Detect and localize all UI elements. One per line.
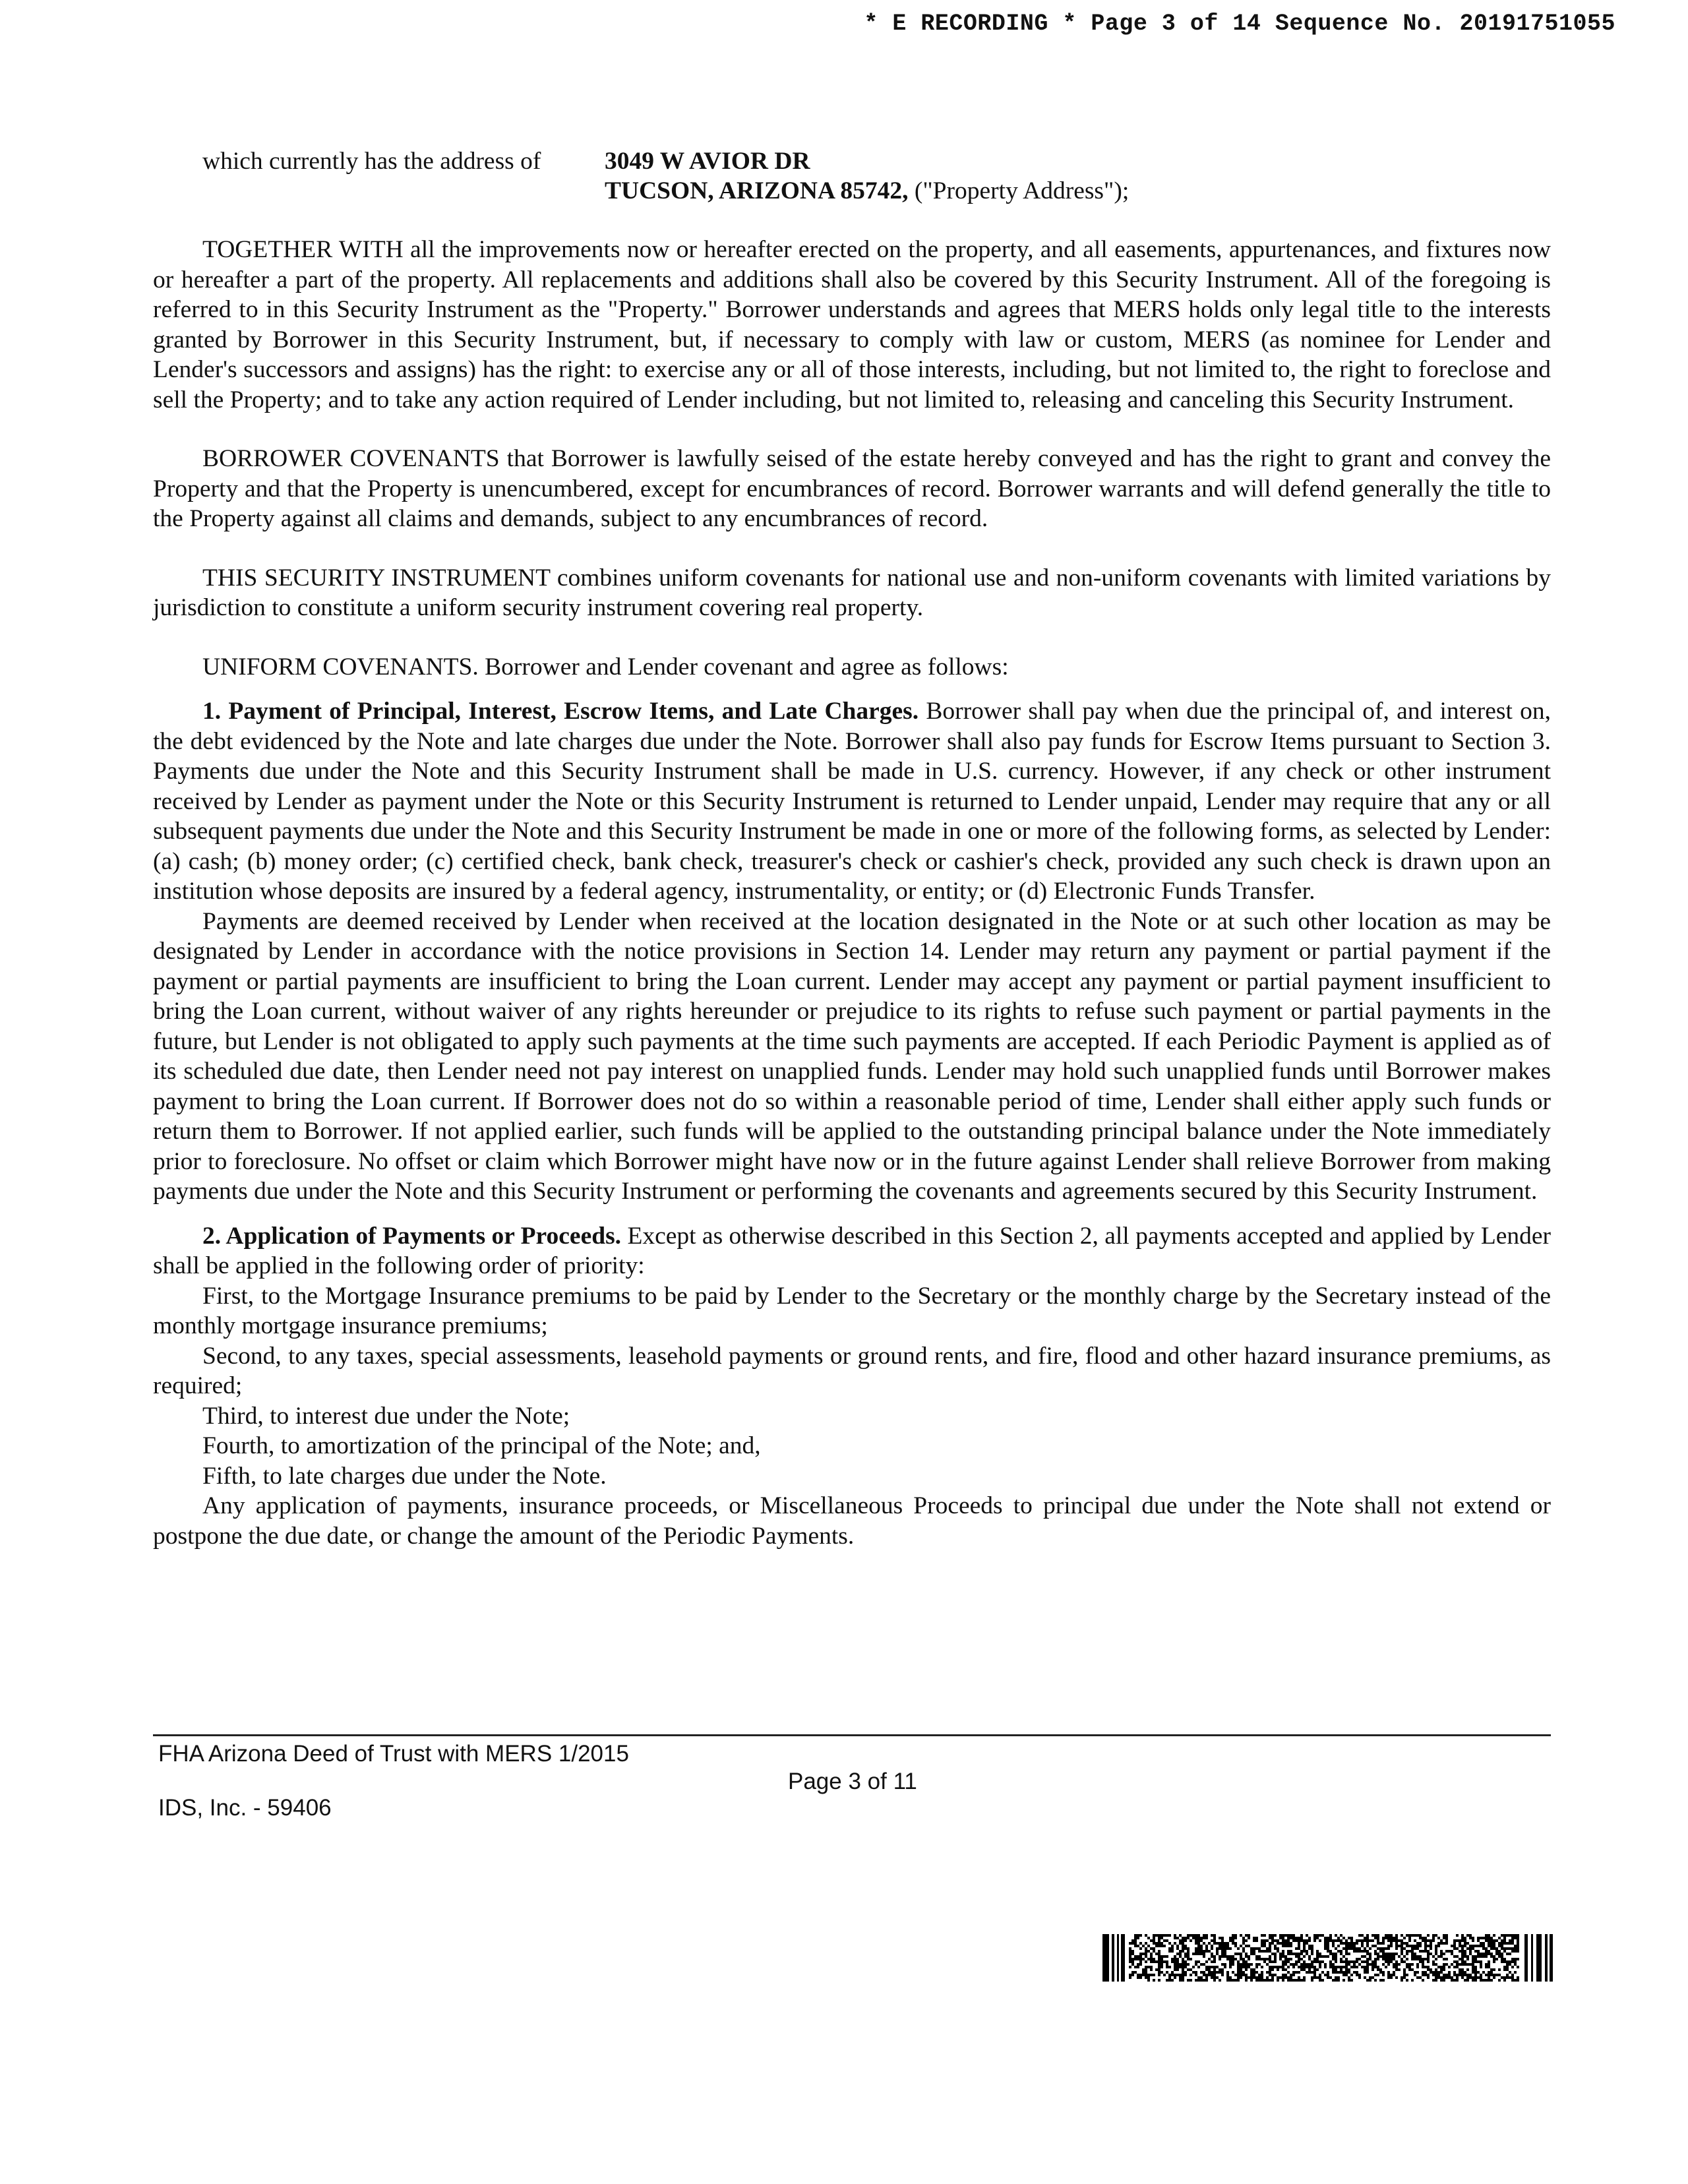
section-2-heading: 2. Application of Payments or Proceeds. bbox=[202, 1222, 622, 1250]
section-2-body: Except as otherwise described in this Section 2, all payments accepted and applied by Lender shall be applied in the following order of priority: bbox=[153, 1222, 1552, 1279]
application-note-paragraph: Any application of payments, insurance proceeds, or Miscellaneous Proceeds to principal due under the Note shall not extend or postpone the due date, or change the amount of the Periodic Payments. bbox=[153, 1492, 1551, 1550]
barcode-icon bbox=[1102, 1934, 1553, 1982]
priority-third: Third, to interest due under the Note; bbox=[202, 1402, 570, 1430]
address-lead-text: which currently has the address of bbox=[202, 148, 541, 175]
together-with-paragraph: TOGETHER WITH all the improvements now or hereafter erected on the property, and all easements, appurtenances, and fixtures now or hereafter a part of the property. All replacements and additions shall also be covered by this Security Instrument. All of the foregoing is referred to in this Security Instrument as the "Property." Borrower understands and agrees that MERS holds only legal title to the interests granted by Borrower in this Security Instrument, but, if necessary to comply with law or custom, MERS (as nominee for Lender and Lender's successors and assigns) has the right: to exercise any or all of those interests, including, but not limited to, the right to foreclose and sell the Property; and to take any action required of Lender including, but not limited to, releasing and canceling this Security Instrument. bbox=[153, 236, 1551, 413]
address-line-2 bbox=[153, 176, 1551, 206]
priority-fifth: Fifth, to late charges due under the Note. bbox=[202, 1462, 607, 1490]
document-body bbox=[153, 146, 1551, 1551]
security-instrument-paragraph: THIS SECURITY INSTRUMENT combines uniform covenants for national use and non-uniform covenants with limited variations by jurisdiction to constitute a uniform security instrument covering real property. bbox=[153, 564, 1551, 621]
priority-first: First, to the Mortgage Insurance premiums to be paid by Lender to the Secretary or the monthly charge by the Secretary instead of the monthly mortgage insurance premiums; bbox=[153, 1282, 1551, 1339]
section-2-paragraph bbox=[153, 1221, 1551, 1281]
section-1-paragraph bbox=[153, 696, 1551, 907]
property-street: 3049 W AVIOR DR bbox=[605, 148, 810, 175]
recording-header: * E RECORDING * Page 3 of 14 Sequence No. 20191751055 bbox=[864, 11, 1615, 37]
property-address-label: ("Property Address"); bbox=[914, 177, 1130, 204]
footer-form-name: FHA Arizona Deed of Trust with MERS 1/2015 bbox=[158, 1741, 629, 1767]
property-city-state-zip: TUCSON, ARIZONA 85742, bbox=[605, 177, 909, 204]
section-1-body: Borrower shall pay when due the principal of, and interest on, the debt evidenced by the Note and late charges due under the Note. Borrower shall also pay funds for Escrow Items pursuant to Section 3. Payments due under the Note and this Security Instrument shall be made in U.S. currency. However, if any check or other instrument received by Lender as payment under the Note or this Security Instrument is returned to Lender unpaid, Lender may require that any or all subsequent payments due under the Note and this Security Instrument be made in one or more of the following forms, as selected by Lender: (a) cash; (b) money order; (c) certified check, bank check, treasurer's check or cashier's check, provided any such check is drawn upon an institution whose deposits are insured by a federal agency, instrumentality, or entity; or (d) Electronic Funds Transfer. bbox=[153, 698, 1551, 905]
address-line-1 bbox=[153, 146, 1551, 176]
address-city-line bbox=[605, 176, 1129, 206]
section-1-heading: 1. Payment of Principal, Interest, Escrow Items, and Late Charges. bbox=[202, 698, 919, 725]
borrower-covenants-paragraph: BORROWER COVENANTS that Borrower is lawfully seised of the estate hereby conveyed and has the right to grant and convey the Property and that the Property is unencumbered, except for encumbrances of record. Borrower warrants and will defend generally the title to the Property against all claims and demands, subject to any encumbrances of record. bbox=[153, 445, 1551, 532]
footer-page-number: Page 3 of 11 bbox=[788, 1769, 917, 1794]
footer-vendor: IDS, Inc. - 59406 bbox=[158, 1795, 332, 1821]
priority-second: Second, to any taxes, special assessments, leasehold payments or ground rents, and fire, flood and other hazard insurance premiums, as required; bbox=[153, 1342, 1551, 1399]
section-1-payments-paragraph: Payments are deemed received by Lender when received at the location designated in the Note or at such other location as may be designated by Lender in accordance with the notice provisions in Section 14. Lender may return any payment or partial payment if the payment or partial payments are insufficient to bring the Loan current. Lender may accept any payment or partial payment insufficient to bring the Loan current, without waiver of any rights hereunder or prejudice to its rights to refuse such payment or partial payments in the future, but Lender is not obligated to apply such payments at the time such payments are accepted. If each Periodic Payment is applied as of its scheduled due date, then Lender need not pay interest on unapplied funds. Lender may hold such unapplied funds until Borrower makes payment to bring the Loan current. If Borrower does not do so within a reasonable period of time, Lender shall either apply such funds or return them to Borrower. If not applied earlier, such funds will be applied to the outstanding principal balance under the Note immediately prior to foreclosure. No offset or claim which Borrower might have now or in the future against Lender shall relieve Borrower from making payments due under the Note and this Security Instrument or performing the covenants and agreements secured by this Security Instrument. bbox=[153, 907, 1551, 1205]
priority-fourth: Fourth, to amortization of the principal of the Note; and, bbox=[202, 1432, 761, 1459]
footer-divider bbox=[153, 1734, 1551, 1736]
uniform-covenants-paragraph: UNIFORM COVENANTS. Borrower and Lender covenant and agree as follows: bbox=[202, 653, 1009, 681]
